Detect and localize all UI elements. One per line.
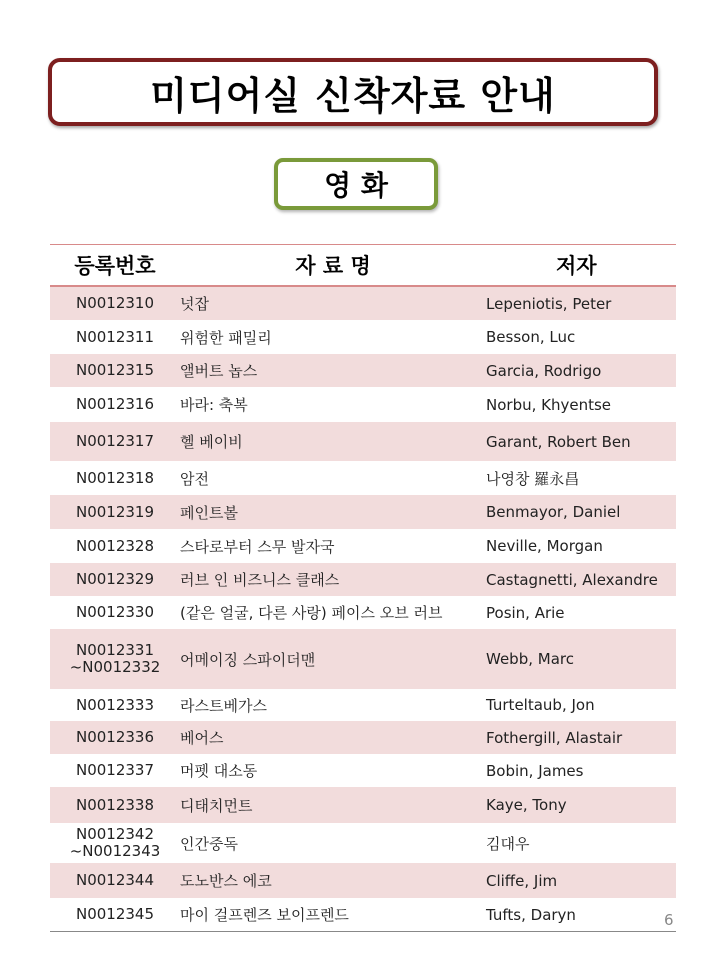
cell-name: 인간중독 bbox=[180, 834, 238, 853]
header-id: 등록번호 bbox=[74, 254, 156, 278]
table-row bbox=[50, 689, 676, 721]
cell-name: 도노반스 에코 bbox=[180, 872, 272, 890]
table-row bbox=[50, 596, 676, 629]
cell-author: Besson, Luc bbox=[486, 328, 576, 346]
cell-author: Bobin, James bbox=[486, 761, 584, 780]
cell-id-start: N0012342 bbox=[75, 825, 155, 843]
cell-name: 머펫 대소동 bbox=[180, 762, 258, 780]
cell-author: Castagnetti, Alexandre bbox=[486, 570, 658, 589]
table-row bbox=[50, 461, 676, 495]
cell-author: Fothergill, Alastair bbox=[486, 728, 623, 747]
cell-name: 러브 인 비즈니스 클래스 bbox=[180, 571, 340, 589]
header-name: 자 료 명 bbox=[295, 254, 371, 278]
cell-id: N0012330 bbox=[75, 603, 155, 621]
cell-id: N0012337 bbox=[75, 761, 155, 779]
cell-id: N0012328 bbox=[75, 536, 155, 555]
table-row bbox=[50, 563, 676, 596]
cell-name: 바라: 축복 bbox=[180, 396, 248, 414]
table-row bbox=[50, 422, 676, 461]
cell-id-end: ~N0012332 bbox=[69, 658, 161, 676]
cell-author: Neville, Morgan bbox=[486, 537, 603, 555]
cell-name: 디태치먼트 bbox=[180, 796, 253, 815]
cell-author: Tufts, Daryn bbox=[486, 905, 576, 924]
table-row bbox=[50, 823, 676, 863]
cell-id: N0012336 bbox=[75, 728, 155, 746]
cell-id: N0012315 bbox=[75, 361, 155, 379]
cell-id bbox=[50, 826, 180, 860]
cell-id: N0012311 bbox=[75, 327, 155, 346]
cell-id: N0012316 bbox=[75, 395, 155, 413]
cell-name: 스타로부터 스무 발자국 bbox=[180, 537, 335, 556]
table-row bbox=[50, 863, 676, 898]
table-row bbox=[50, 287, 676, 320]
cell-author: Posin, Arie bbox=[486, 603, 565, 622]
cell-name: 헬 베이비 bbox=[180, 433, 243, 451]
table-row bbox=[50, 721, 676, 754]
table-row bbox=[50, 495, 676, 529]
cell-id: N0012344 bbox=[75, 871, 155, 889]
cell-author: 김대우 bbox=[486, 834, 530, 853]
cell-author: Norbu, Khyentse bbox=[486, 395, 612, 414]
table-row bbox=[50, 629, 676, 689]
cell-name: (같은 얼굴, 다른 사랑) 페이스 오브 러브 bbox=[180, 604, 443, 622]
cell-author: Turteltaub, Jon bbox=[486, 696, 595, 714]
cell-author: Benmayor, Daniel bbox=[486, 503, 621, 521]
page-title: 미디어실 신착자료 안내 bbox=[150, 73, 556, 118]
cell-author: Lepeniotis, Peter bbox=[486, 294, 612, 313]
table-row bbox=[50, 898, 676, 932]
cell-name: 페인트볼 bbox=[180, 503, 238, 522]
cell-id: N0012333 bbox=[75, 695, 155, 714]
cell-id-start: N0012331 bbox=[75, 641, 155, 659]
cell-id: N0012329 bbox=[75, 570, 155, 588]
category-title: 영 화 bbox=[324, 169, 388, 202]
cell-id-end: ~N0012343 bbox=[69, 842, 161, 860]
cell-id: N0012319 bbox=[75, 502, 155, 521]
cell-name: 위험한 패밀리 bbox=[180, 328, 272, 347]
cell-author: Garant, Robert Ben bbox=[486, 432, 631, 451]
cell-author: Webb, Marc bbox=[486, 650, 574, 668]
cell-name: 마이 걸프렌즈 보이프렌드 bbox=[180, 906, 349, 924]
cell-name: 앨버트 놉스 bbox=[180, 362, 258, 380]
cell-id: N0012317 bbox=[75, 432, 155, 450]
cell-id: N0012338 bbox=[75, 795, 155, 814]
cell-id: N0012318 bbox=[75, 468, 155, 487]
cell-author: 나영창 羅永昌 bbox=[486, 469, 580, 488]
cell-id bbox=[50, 642, 180, 676]
media-table bbox=[50, 244, 676, 932]
table-row bbox=[50, 754, 676, 787]
cell-author: Garcia, Rodrigo bbox=[486, 361, 602, 380]
table-row bbox=[50, 787, 676, 823]
header-author: 저자 bbox=[556, 254, 597, 278]
cell-id: N0012310 bbox=[75, 294, 155, 312]
cell-author: Kaye, Tony bbox=[486, 796, 567, 814]
page-number: 6 bbox=[664, 911, 674, 929]
title-banner bbox=[48, 58, 658, 126]
cell-name: 라스트베가스 bbox=[180, 696, 267, 715]
cell-name: 어메이징 스파이더맨 bbox=[180, 650, 316, 669]
table-row bbox=[50, 320, 676, 354]
cell-name: 넛잡 bbox=[180, 295, 209, 313]
cell-author: Cliffe, Jim bbox=[486, 871, 558, 890]
cell-name: 베어스 bbox=[180, 729, 224, 747]
category-banner bbox=[274, 158, 438, 210]
table-row bbox=[50, 529, 676, 563]
table-row bbox=[50, 387, 676, 422]
cell-id: N0012345 bbox=[75, 905, 155, 923]
table-row bbox=[50, 354, 676, 387]
cell-name: 암전 bbox=[180, 469, 209, 488]
table-header bbox=[50, 245, 676, 287]
